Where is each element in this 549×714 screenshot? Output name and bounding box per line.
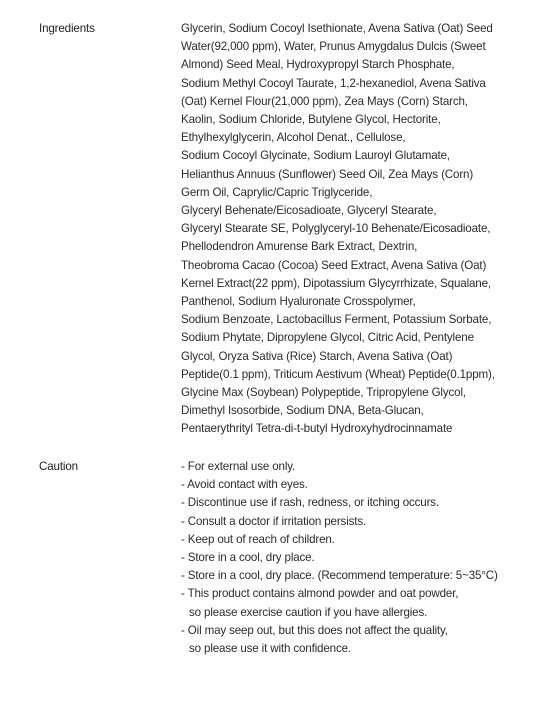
caution-label: Caution	[39, 460, 78, 473]
ingredients-line: Glyceryl Behenate/Eicosadioate, Glyceryl Stearate,	[181, 204, 437, 218]
ingredients-line: Sodium Methyl Cocoyl Taurate, 1,2-hexanediol, Avena Sativa	[181, 76, 486, 90]
caution-item: - Consult a doctor if irritation persists.	[181, 514, 367, 528]
caution-item: - Store in a cool, dry place.	[181, 551, 315, 565]
ingredients-line: Panthenol, Sodium Hyaluronate Crosspolymer,	[181, 295, 416, 309]
caution-item-continuation: so please use it with confidence.	[189, 642, 351, 656]
ingredients-line: Glyceryl Stearate SE, Polyglyceryl-10 Behenate/Eicosadioate,	[181, 222, 491, 236]
caution-list	[181, 458, 526, 658]
ingredients-line: Glycol, Oryza Sativa (Rice) Starch, Avena Sativa (Oat)	[181, 349, 453, 363]
ingredients-text	[181, 20, 526, 439]
ingredients-line: Peptide(0.1 ppm), Triticum Aestivum (Wheat) Peptide(0.1ppm),	[181, 367, 495, 381]
caution-item: - For external use only.	[181, 460, 296, 473]
ingredients-line: Ethylhexylglycerin, Alcohol Denat., Cellulose,	[181, 131, 406, 145]
ingredients-line: Glycine Max (Soybean) Polypeptide, Tripropylene Glycol,	[181, 386, 466, 400]
ingredients-line: Germ Oil, Caprylic/Capric Triglyceride,	[181, 185, 373, 199]
ingredients-line: (Oat) Kernel Flour(21,000 ppm), Zea Mays (Corn) Starch,	[181, 94, 468, 108]
ingredients-line: Glycerin, Sodium Cocoyl Isethionate, Avena Sativa (Oat) Seed	[181, 22, 493, 35]
ingredients-line: Theobroma Cacao (Cocoa) Seed Extract, Avena Sativa (Oat)	[181, 258, 487, 272]
caution-item-continuation: so please exercise caution if you have allergies.	[189, 605, 428, 619]
ingredients-line: Pentaerythrityl Tetra-di-t-butyl Hydroxyhydrocinnamate	[181, 422, 453, 436]
ingredients-line: Kernel Extract(22 ppm), Dipotassium Glycyrrhizate, Squalane,	[181, 276, 491, 290]
ingredients-label: Ingredients	[39, 22, 95, 35]
caution-item: - Avoid contact with eyes.	[181, 478, 308, 492]
ingredients-line: Almond) Seed Meal, Hydroxypropyl Starch Phosphate,	[181, 58, 455, 72]
caution-item: - This product contains almond powder and oat powder,	[181, 587, 459, 601]
ingredients-line: Sodium Cocoyl Glycinate, Sodium Lauroyl Glutamate,	[181, 149, 450, 163]
ingredients-line: Sodium Benzoate, Lactobacillus Ferment, Potassium Sorbate,	[181, 313, 492, 327]
ingredients-line: Water(92,000 ppm), Water, Prunus Amygdalus Dulcis (Sweet	[181, 40, 486, 54]
caution-item: - Store in a cool, dry place. (Recommend temperature: 5~35°C)	[181, 569, 498, 583]
ingredients-line: Sodium Phytate, Dipropylene Glycol, Citric Acid, Pentylene	[181, 331, 474, 345]
ingredients-line: Dimethyl Isosorbide, Sodium DNA, Beta-Glucan,	[181, 404, 424, 418]
ingredients-line: Helianthus Annuus (Sunflower) Seed Oil, Zea Mays (Corn)	[181, 167, 474, 181]
ingredients-line: Phellodendron Amurense Bark Extract, Dextrin,	[181, 240, 418, 254]
caution-item: - Keep out of reach of children.	[181, 532, 335, 546]
caution-item: - Discontinue use if rash, redness, or itching occurs.	[181, 496, 440, 510]
ingredients-line: Kaolin, Sodium Chloride, Butylene Glycol, Hectorite,	[181, 113, 441, 127]
caution-item: - Oil may seep out, but this does not affect the quality,	[181, 623, 448, 637]
